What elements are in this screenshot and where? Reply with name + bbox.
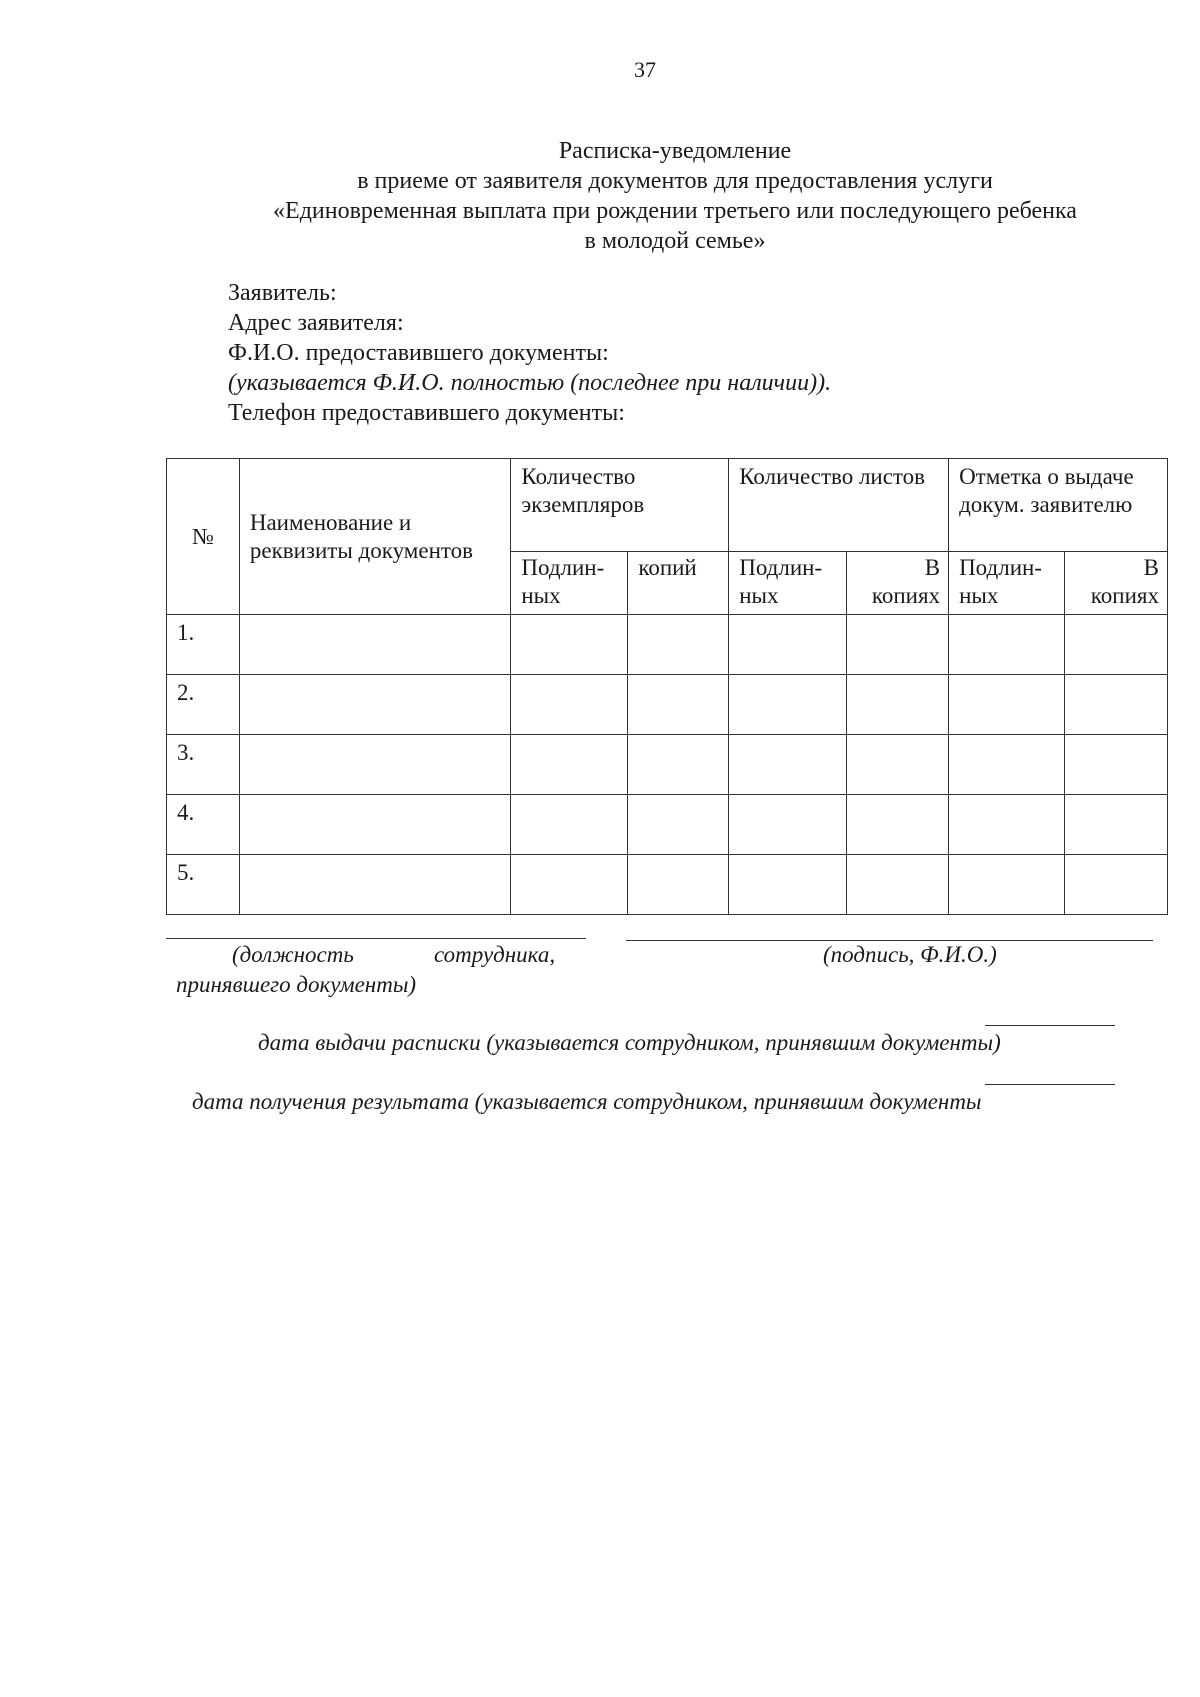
- cell: [847, 795, 949, 855]
- cell: [949, 615, 1065, 675]
- fio-note: (указывается Ф.И.О. полностью (последнее при наличии)).: [228, 370, 832, 396]
- result-date-line: [985, 1084, 1115, 1085]
- table-row: [167, 795, 1168, 855]
- result-date-caption: дата получения результата (указывается сотрудником, принявшим документы: [192, 1089, 982, 1114]
- signature-caption: (подпись, Ф.И.О.): [823, 942, 997, 967]
- subheader-sheets-copies: В копиях: [847, 552, 949, 615]
- documents-table: [166, 458, 1168, 915]
- position-signature-line: [166, 938, 586, 939]
- title-line-4: в молодой семье»: [584, 228, 766, 254]
- cell: [847, 675, 949, 735]
- position-caption-c: принявшего документы): [176, 972, 417, 997]
- cell: [511, 675, 628, 735]
- cell: [729, 735, 847, 795]
- row-number: 3.: [167, 735, 240, 795]
- cell: [1065, 735, 1168, 795]
- cell-document-name: [239, 615, 511, 675]
- cell: [628, 855, 729, 915]
- header-number: №: [167, 459, 240, 615]
- title-line-1: Расписка-уведомление: [558, 138, 792, 164]
- title-line-3: «Единовременная выплата при рождении третьего или последующего ребенка: [273, 198, 1077, 224]
- subheader-sheets-originals: Подлин- ных: [729, 552, 847, 615]
- phone-label: Телефон предоставившего документы:: [228, 400, 625, 426]
- applicant-label: Заявитель:: [228, 280, 337, 306]
- cell: [729, 615, 847, 675]
- page-number: 37: [634, 57, 656, 82]
- cell: [1065, 615, 1168, 675]
- cell: [949, 735, 1065, 795]
- cell: [628, 675, 729, 735]
- cell: [628, 795, 729, 855]
- cell: [1065, 855, 1168, 915]
- issue-date-caption: дата выдачи расписки (указывается сотрудником, принявшим документы): [258, 1030, 1001, 1055]
- header-copies-count: Количество экземпляров: [511, 459, 729, 552]
- cell: [511, 735, 628, 795]
- position-caption-b: сотрудника,: [434, 942, 556, 967]
- cell-document-name: [239, 795, 511, 855]
- cell: [729, 675, 847, 735]
- cell: [847, 615, 949, 675]
- cell: [628, 735, 729, 795]
- cell: [511, 795, 628, 855]
- cell: [949, 795, 1065, 855]
- row-number: 2.: [167, 675, 240, 735]
- document-title: [200, 136, 1150, 256]
- cell: [511, 855, 628, 915]
- subheader-issued-copies: В копиях: [1065, 552, 1168, 615]
- fio-label: Ф.И.О. предоставившего документы:: [228, 340, 609, 366]
- cell: [949, 675, 1065, 735]
- table-row: [167, 675, 1168, 735]
- cell: [1065, 795, 1168, 855]
- cell-document-name: [239, 675, 511, 735]
- cell: [847, 735, 949, 795]
- row-number: 1.: [167, 615, 240, 675]
- cell: [1065, 675, 1168, 735]
- applicant-info: [228, 278, 831, 428]
- issue-date-line: [985, 1025, 1115, 1026]
- cell-document-name: [239, 855, 511, 915]
- cell: [729, 855, 847, 915]
- cell: [847, 855, 949, 915]
- cell: [729, 795, 847, 855]
- name-signature-line: [626, 940, 1153, 941]
- row-number: 4.: [167, 795, 240, 855]
- cell: [949, 855, 1065, 915]
- header-issue-mark: Отметка о выдаче докум. заявителю: [949, 459, 1168, 552]
- subheader-copies: копий: [628, 552, 729, 615]
- cell-document-name: [239, 735, 511, 795]
- address-label: Адрес заявителя:: [228, 310, 404, 336]
- table-row: [167, 615, 1168, 675]
- header-sheets-count: Количество листов: [729, 459, 949, 552]
- subheader-issued-originals: Подлин- ных: [949, 552, 1065, 615]
- table-row: [167, 855, 1168, 915]
- header-document-name: Наименование и реквизиты документов: [239, 459, 511, 615]
- title-line-2: в приеме от заявителя документов для предоставления услуги: [357, 168, 993, 194]
- table-header-row: [167, 459, 1168, 552]
- table-row: [167, 735, 1168, 795]
- subheader-originals: Подлин- ных: [511, 552, 628, 615]
- position-caption-a: (должность: [232, 942, 354, 967]
- cell: [511, 615, 628, 675]
- cell: [628, 615, 729, 675]
- row-number: 5.: [167, 855, 240, 915]
